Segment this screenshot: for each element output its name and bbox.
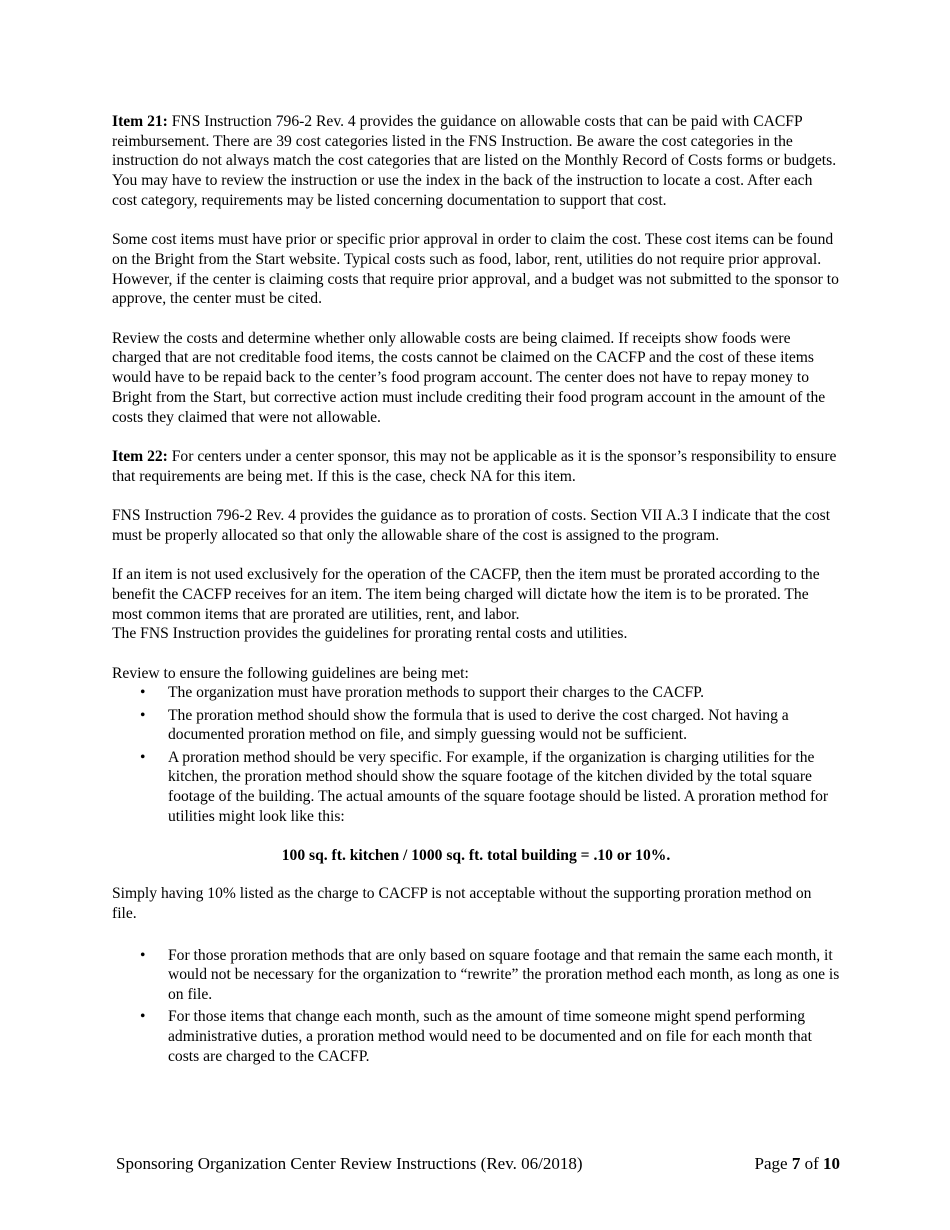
list-item xyxy=(112,683,840,703)
bullet: • xyxy=(140,684,146,702)
guidelines-list xyxy=(112,683,840,826)
list-item-text: The proration method should show the formula that is used to derive the cost charged. Not having a documented proration method on file, and simply guessing would not be sufficient. xyxy=(168,706,789,744)
list-item xyxy=(112,1007,840,1066)
list-item xyxy=(112,748,840,827)
page-label: Page xyxy=(754,1154,792,1173)
item21-label: Item 21: xyxy=(112,113,168,130)
review-costs-paragraph: Review the costs and determine whether only allowable costs are being claimed. If receipts show foods were charged that are not creditable food items, the costs cannot be claimed on the CACFP and the cost of these items would have to be repaid back to the center’s food program account. The center does not have to repay money to Bright from the Start, but corrective action must include crediting their food program account in the amount of the costs they claimed that were not allowable. xyxy=(112,329,826,426)
list-item-text: For those items that change each month, such as the amount of time someone might spend performing administrative duties, a proration method would need to be documented and on file for each month that costs are charged to the CACFP. xyxy=(168,1008,812,1065)
bullet: • xyxy=(140,946,146,964)
item21-text: FNS Instruction 796-2 Rev. 4 provides the guidance on allowable costs that can be paid with CACFP reimbursement. There are 39 cost categories listed in the FNS Instruction. Be aware the cost categories in the instruction do not always match the cost categories that are listed on the Monthly Record of Costs forms or budgets. You may have to review the instruction or use the index in the back of the instruction to locate a cost. After each cost category, requirements may be listed concerning documentation to support that cost. xyxy=(112,113,837,209)
prorated-items-paragraph: If an item is not used exclusively for the operation of the CACFP, then the item must be prorated according to the benefit the CACFP receives for an item. The item being charged will dictate how the item is to be prorated. The most common items that are prorated are utilities, rent, and labor. xyxy=(112,566,820,623)
list-item xyxy=(112,706,840,745)
item21-paragraph xyxy=(112,112,840,211)
item22-paragraph xyxy=(112,447,840,486)
guidelines-intro: Review to ensure the following guidelines are being met: xyxy=(112,664,469,682)
page-of: of xyxy=(800,1154,823,1173)
list-item xyxy=(112,946,840,1005)
page-number xyxy=(755,1153,840,1175)
proration-guidance-paragraph: FNS Instruction 796-2 Rev. 4 provides the guidance as to proration of costs. Section VII A.3 I indicate that the cost must be properly allocated so that only the allowable share of the cost is assigned to the program. xyxy=(112,507,831,544)
document-body xyxy=(112,112,840,1069)
prorated-items-paragraph-2: The FNS Instruction provides the guidelines for prorating rental costs and utilities. xyxy=(112,625,628,643)
simply-having-paragraph: Simply having 10% listed as the charge to CACFP is not acceptable without the supporting proration method on file. xyxy=(112,885,812,922)
page-current: 7 xyxy=(791,1154,801,1173)
page-total: 10 xyxy=(823,1154,840,1173)
item22-label: Item 22: xyxy=(112,447,168,465)
bullet: • xyxy=(140,748,146,766)
proration-formula: 100 sq. ft. kitchen / 1000 sq. ft. total building = .10 or 10%. xyxy=(281,847,671,865)
list-item-text: A proration method should be very specific. For example, if the organization is charging utilities for the kitchen, the proration method should show the square footage of the kitchen divided by the total square footage of the building. The actual amounts of the square footage should be listed. A proration method for utilities might look like this: xyxy=(168,748,829,825)
more-guidelines-list xyxy=(112,946,840,1067)
list-item-text: The organization must have proration methods to support their charges to the CACFP. xyxy=(168,684,705,702)
bullet: • xyxy=(140,706,146,724)
prior-approval-paragraph: Some cost items must have prior or specific prior approval in order to claim the cost. These cost items can be found on the Bright from the Start website. Typical costs such as food, labor, rent, utilities do not require prior approval. However, if the center is claiming costs that require prior approval, and a budget was not submitted to the sponsor to approve, the center must be cited. xyxy=(112,231,839,308)
bullet: • xyxy=(140,1008,146,1026)
list-item-text: For those proration methods that are only based on square footage and that remain the same each month, it would not be necessary for the organization to “rewrite” the proration method each month, as long as one is on file. xyxy=(168,946,840,1003)
footer-title: Sponsoring Organization Center Review Instructions (Rev. 06/2018) xyxy=(116,1154,583,1173)
item22-text: For centers under a center sponsor, this may not be applicable as it is the sponsor’s responsibility to ensure that requirements are being met. If this is the case, check NA for this item. xyxy=(112,447,837,485)
